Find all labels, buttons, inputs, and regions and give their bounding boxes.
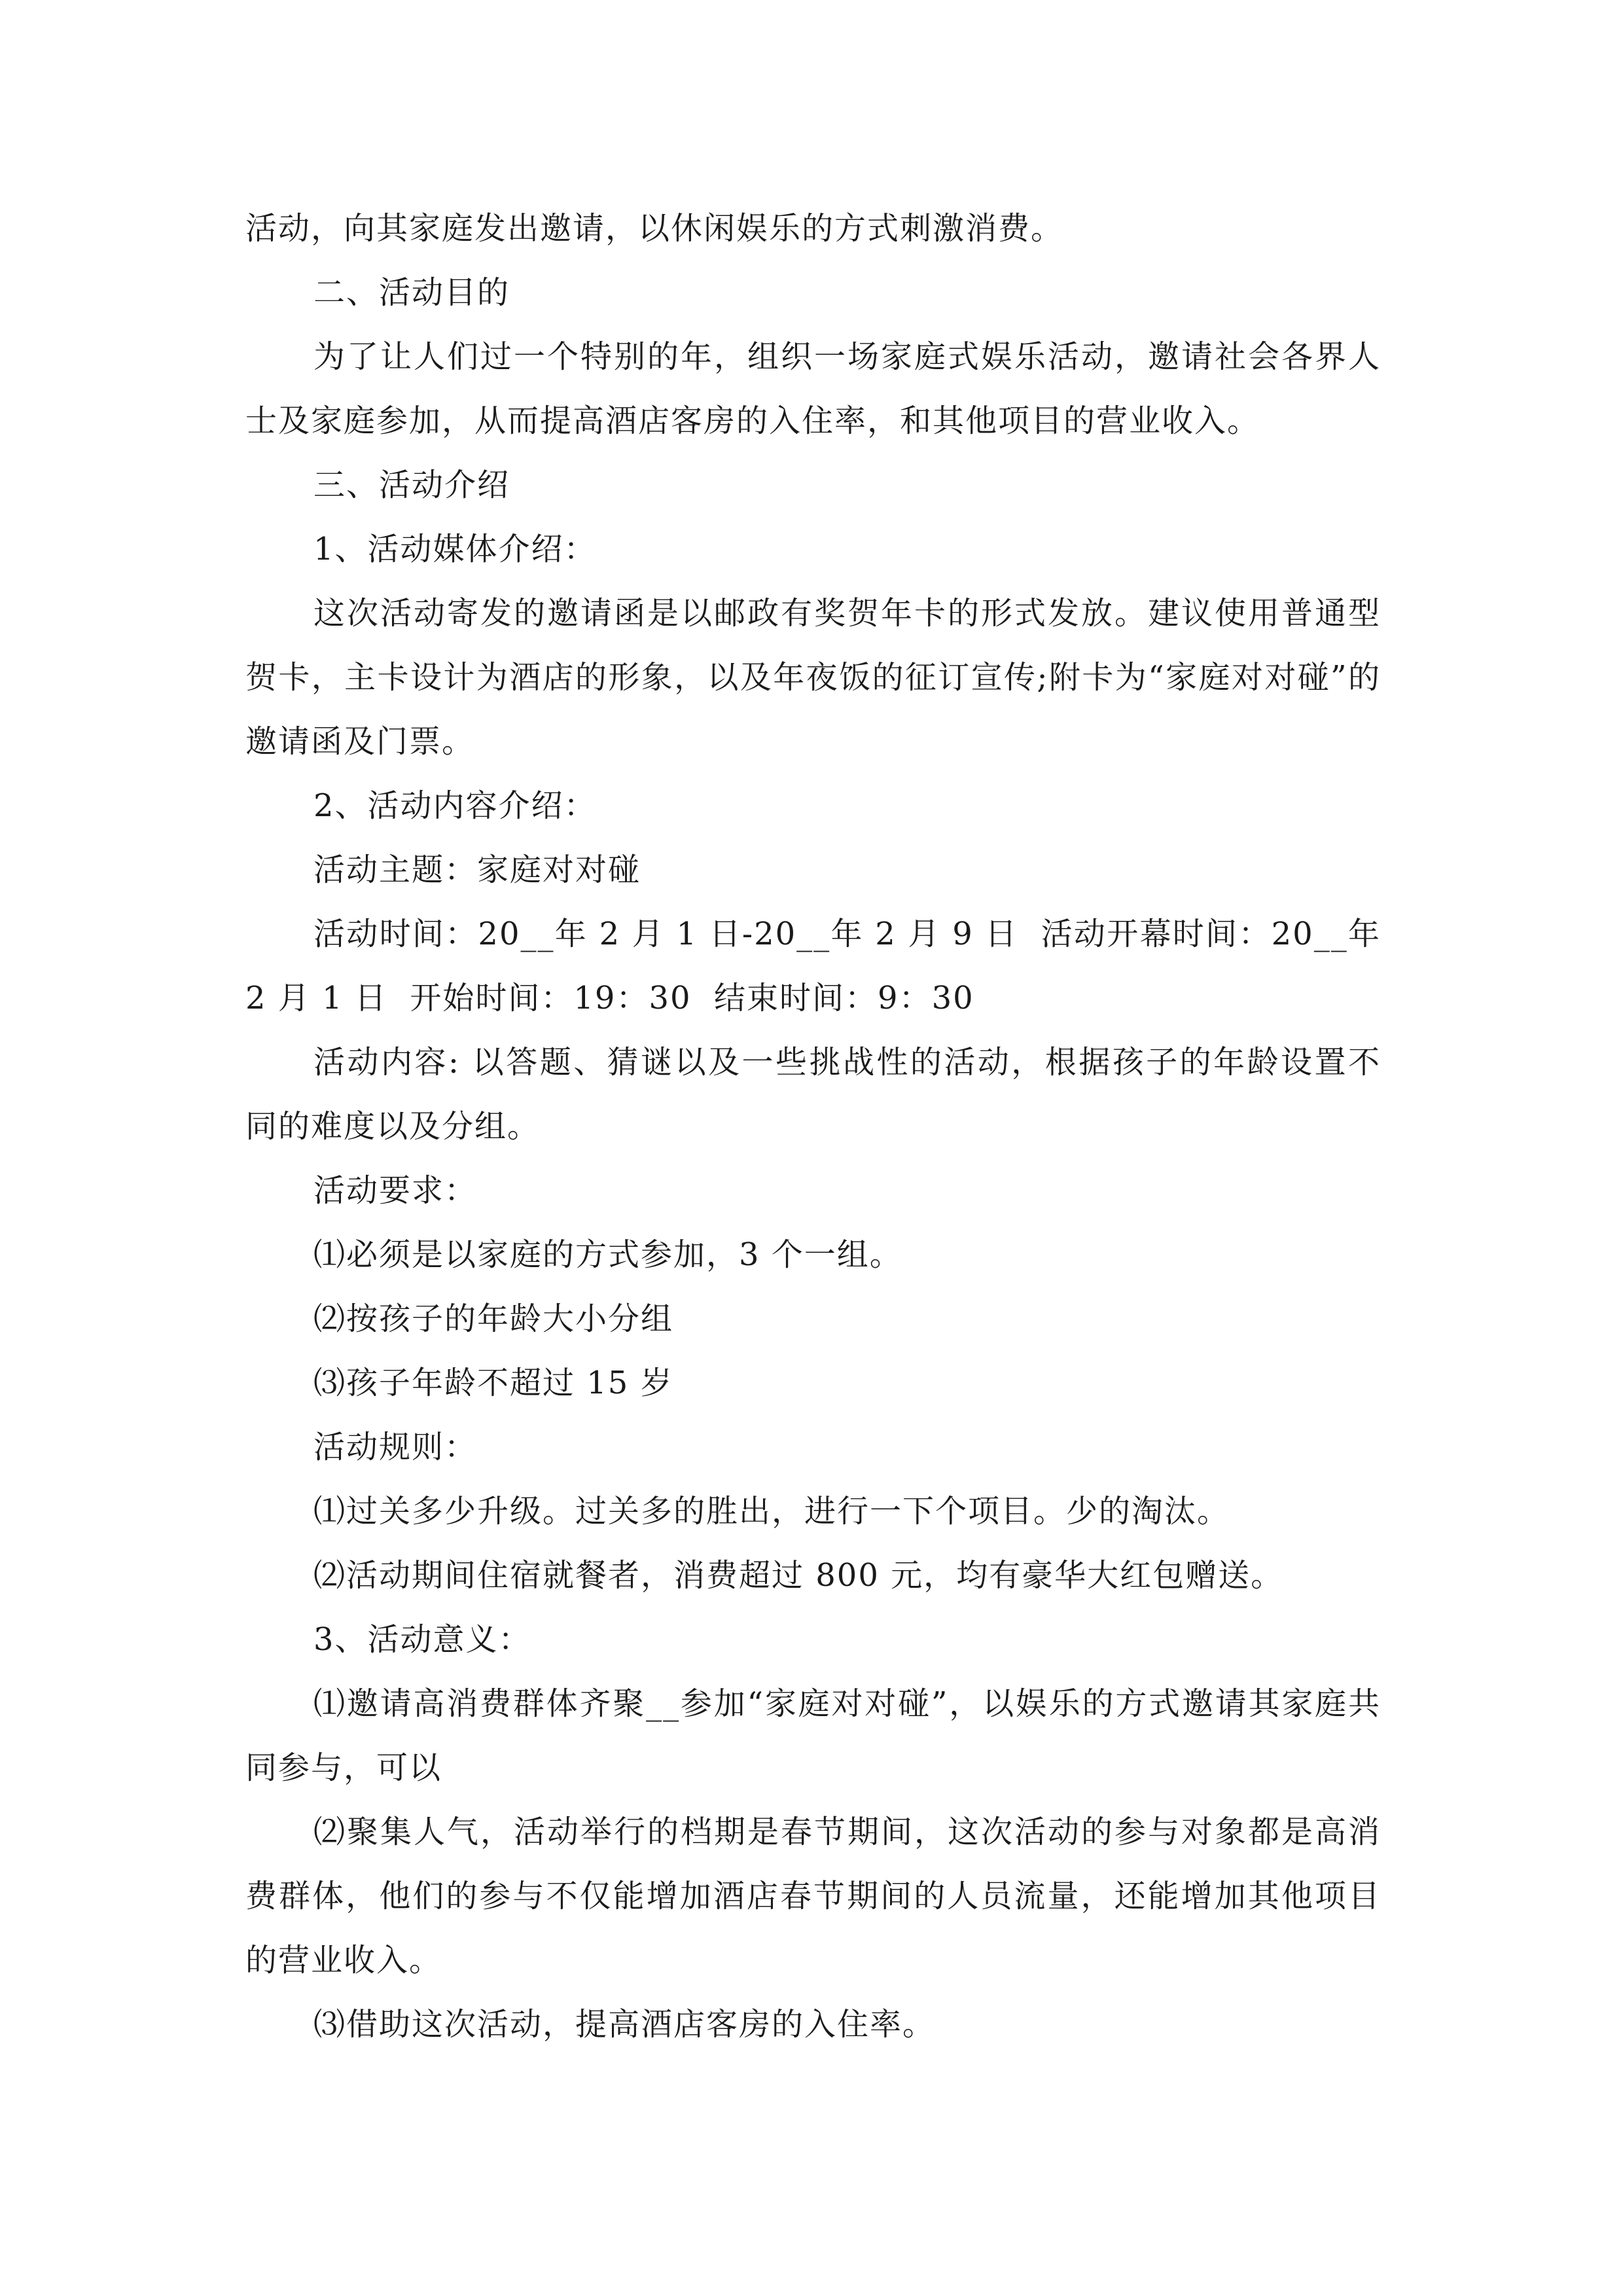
subsection-heading: 2、活动内容介绍： [313, 787, 597, 824]
paragraph: 活动，向其家庭发出邀请，以休闲娱乐的方式刺激消费。 [245, 210, 1064, 247]
list-item: ⑵活动期间住宿就餐者，消费超过 800 元，均有豪华大红包赠送。 [313, 1557, 1284, 1594]
section-heading: 三、活动介绍 [313, 467, 510, 503]
list-item: ⑴邀请高消费群体齐聚__参加“家庭对对碰”，以娱乐的方式邀请其家庭共同参与，可以 [245, 1685, 1381, 1786]
list-item: ⑶借助这次活动，提高酒店客房的入住率。 [313, 2006, 936, 2043]
subsection-heading: 3、活动意义： [313, 1621, 531, 1658]
section-heading: 二、活动目的 [313, 274, 510, 311]
paragraph: 为了让人们过一个特别的年，组织一场家庭式娱乐活动，邀请社会各界人士及家庭参加，从而提高酒店客房的入住率，和其他项目的营业收入。 [245, 338, 1381, 439]
list-item: ⑴必须是以家庭的方式参加，3 个一组。 [313, 1236, 902, 1273]
paragraph: 活动规则： [313, 1429, 478, 1465]
list-item: ⑵聚集人气，活动举行的档期是春节期间，这次活动的参与对象都是高消费群体，他们的参与不仅能增加酒店春节期间的人员流量，还能增加其他项目的营业收入。 [245, 1814, 1381, 1979]
list-item: ⑴过关多少升级。过关多的胜出，进行一下个项目。少的淘汰。 [313, 1493, 1230, 1530]
list-item: ⑵按孩子的年龄大小分组 [313, 1300, 674, 1337]
paragraph: 活动内容: 以答题、猜谜以及一些挑战性的活动，根据孩子的年龄设置不同的难度以及分组。 [245, 1044, 1381, 1145]
paragraph: 这次活动寄发的邀请函是以邮政有奖贺年卡的形式发放。建议使用普通型贺卡，主卡设计为酒店的形象，以及年夜饭的征订宣传;附卡为“家庭对对碰”的邀请函及门票。 [245, 595, 1381, 760]
subsection-heading: 1、活动媒体介绍： [313, 531, 597, 567]
paragraph: 活动时间：20__年 2 月 1 日-20__年 2 月 9 日 活动开幕时间：20__年 2 月 1 日 开始时间：19：30 结束时间：9：30 [245, 916, 1393, 1016]
paragraph: 活动主题：家庭对对碰 [313, 852, 641, 888]
document-body [245, 196, 1393, 2056]
paragraph: 活动要求： [313, 1172, 478, 1209]
list-item: ⑶孩子年龄不超过 15 岁 [313, 1365, 673, 1401]
